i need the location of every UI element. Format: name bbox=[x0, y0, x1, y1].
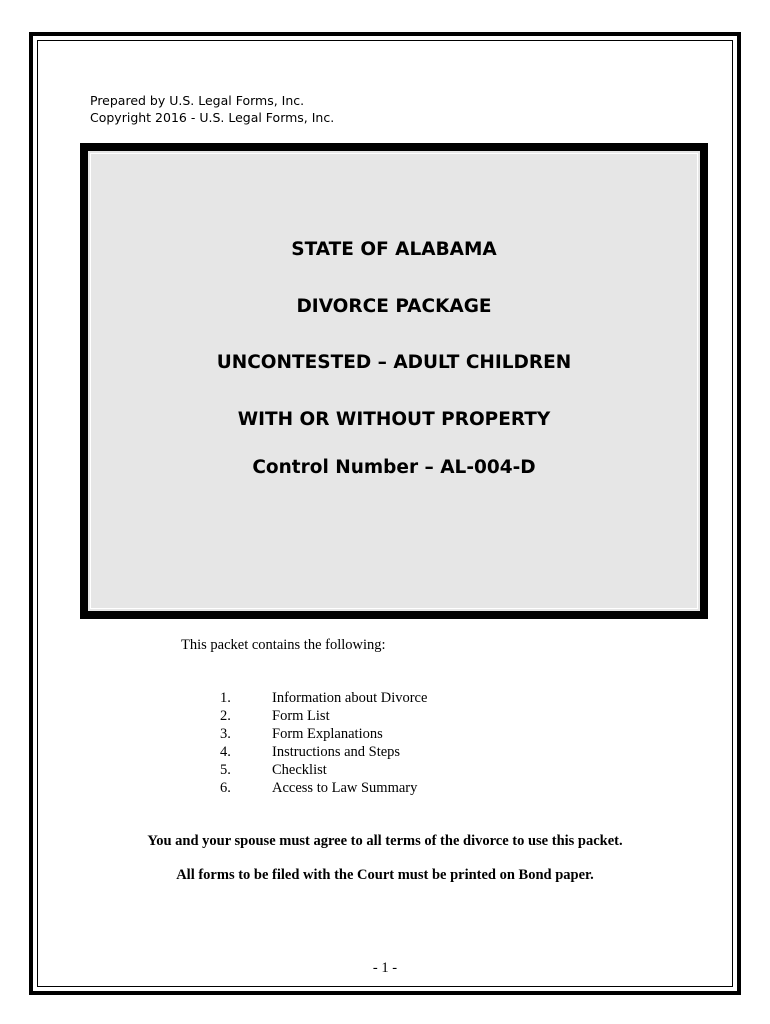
agreement-notice: You and your spouse must agree to all terms of the divorce to use this packet. bbox=[147, 833, 623, 849]
page-number: - 1 - bbox=[372, 960, 398, 976]
title-box bbox=[80, 143, 708, 619]
list-item: 1. Information about Divorce bbox=[220, 690, 428, 706]
contents-intro: This packet contains the following: bbox=[181, 637, 386, 653]
list-item: 5. Checklist bbox=[220, 762, 327, 778]
title-box-inner-line bbox=[90, 153, 698, 609]
contents-list bbox=[220, 689, 427, 797]
list-item: 6. Access to Law Summary bbox=[220, 780, 418, 796]
prepared-by-text: Prepared by U.S. Legal Forms, Inc. bbox=[90, 93, 305, 108]
bond-paper-notice: All forms to be filed with the Court must be printed on Bond paper. bbox=[176, 867, 594, 883]
divorce-type-title: UNCONTESTED – ADULT CHILDREN bbox=[216, 352, 572, 373]
list-item: 3. Form Explanations bbox=[220, 726, 383, 742]
property-title: WITH OR WITHOUT PROPERTY bbox=[237, 409, 551, 430]
preparer-info bbox=[90, 92, 334, 126]
control-number: Control Number – AL-004-D bbox=[252, 457, 536, 478]
list-item: 4. Instructions and Steps bbox=[220, 744, 401, 760]
list-item: 2. Form List bbox=[220, 708, 330, 724]
copyright-text: Copyright 2016 - U.S. Legal Forms, Inc. bbox=[90, 110, 335, 125]
state-title: STATE OF ALABAMA bbox=[291, 239, 497, 260]
package-title: DIVORCE PACKAGE bbox=[296, 296, 492, 317]
